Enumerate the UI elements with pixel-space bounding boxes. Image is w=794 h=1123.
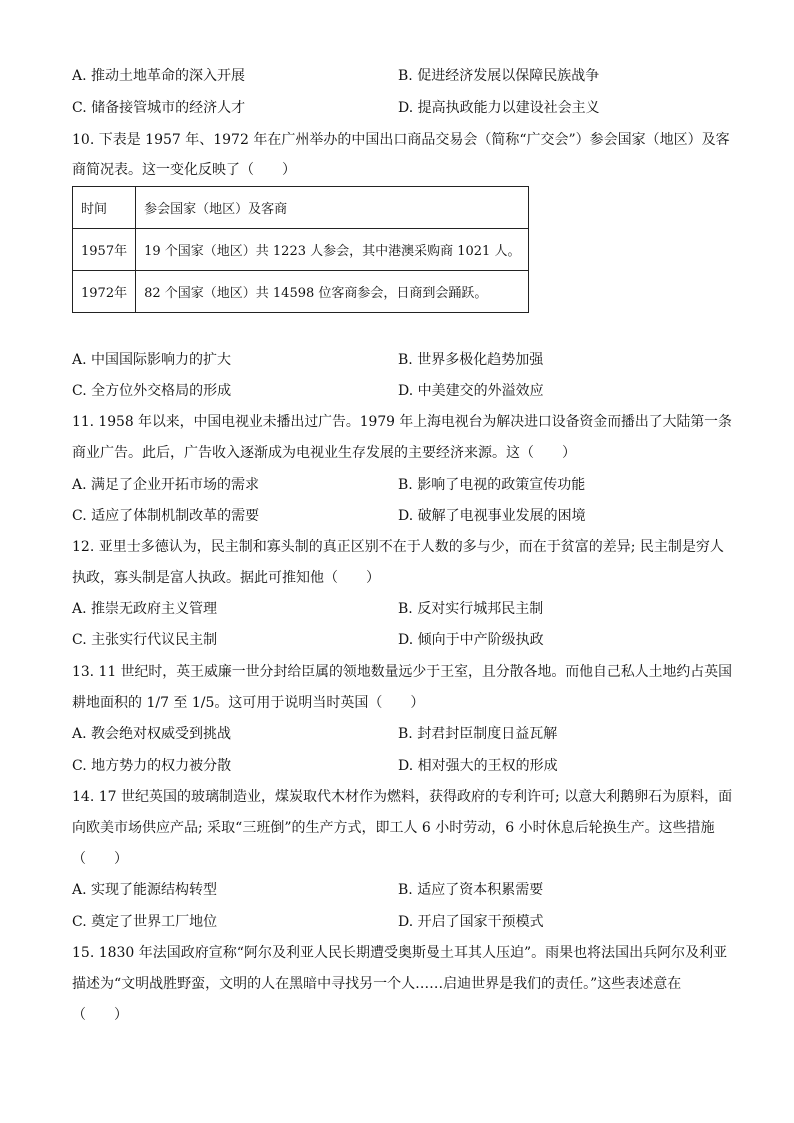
q13-stem-line-2: 耕地面积的 1/7 至 1/5。这可用于说明当时英国（ ）: [72, 695, 425, 711]
q12-option-b: B. 反对实行城邦民主制: [398, 601, 544, 617]
q12-option-c: C. 主张实行代议民主制: [72, 632, 218, 648]
table-row: [73, 229, 529, 271]
q12-stem-line-2: 执政，寡头制是富人执政。据此可推知他（ ）: [72, 570, 380, 586]
q10-option-a: A. 中国国际影响力的扩大: [72, 352, 232, 368]
q10-option-b: B. 世界多极化趋势加强: [398, 352, 544, 368]
q15-stem-line-1: 15. 1830 年法国政府宣称“阿尔及利亚人民长期遭受奥斯曼土耳其人压迫”。雨果也将法国出兵阿尔及利亚: [72, 945, 728, 961]
q10-option-c: C. 全方位外交格局的形成: [72, 383, 232, 399]
q9-option-a: A. 推动土地革命的深入开展: [72, 68, 246, 84]
table-row: [73, 271, 529, 313]
q9-option-d: D. 提高执政能力以建设社会主义: [398, 100, 600, 116]
q13-option-c: C. 地方势力的权力被分散: [72, 758, 232, 774]
q11-option-d: D. 破解了电视事业发展的困境: [398, 508, 586, 524]
q11-option-b: B. 影响了电视的政策宣传功能: [398, 477, 586, 493]
q14-option-b: B. 适应了资本积累需要: [398, 882, 544, 898]
q11-stem-line-2: 商业广告。此后，广告收入逐渐成为电视业生存发展的主要经济来源。这（ ）: [72, 445, 576, 461]
q14-stem-line-2: 向欧美市场供应产品; 采取“三班倒”的生产方式，即工人 6 小时劳动，6 小时休息后轮换生产。这些措施: [72, 820, 715, 836]
q14-option-c: C. 奠定了世界工厂地位: [72, 914, 218, 930]
q10-stem-line-2: 商简况表。这一变化反映了（ ）: [72, 162, 296, 178]
table-header-cell: 参会国家（地区）及客商: [136, 187, 529, 229]
q12-option-d: D. 倾向于中产阶级执政: [398, 632, 544, 648]
q11-stem-line-1: 11. 1958 年以来，中国电视业未播出过广告。1979 年上海电视台为解决进口设备资金而播出了大陆第一条: [72, 414, 732, 430]
q10-option-d: D. 中美建交的外溢效应: [398, 383, 544, 399]
table-header-row: [73, 187, 529, 229]
q13-option-b: B. 封君封臣制度日益瓦解: [398, 726, 558, 742]
q11-option-a: A. 满足了企业开拓市场的需求: [72, 477, 260, 493]
q13-option-a: A. 教会绝对权威受到挑战: [72, 726, 232, 742]
table-cell-content: 82 个国家（地区）共 14598 位客商参会，日商到会踊跃。: [136, 271, 529, 313]
table-cell-content: 19 个国家（地区）共 1223 人参会，其中港澳采购商 1021 人。: [136, 229, 529, 271]
q11-option-c: C. 适应了体制机制改革的需要: [72, 508, 260, 524]
q15-stem-line-3: （ ）: [72, 1007, 128, 1023]
q14-option-a: A. 实现了能源结构转型: [72, 882, 218, 898]
q10-stem-line-1: 10. 下表是 1957 年、1972 年在广州举办的中国出口商品交易会（简称“广交会”）参会国家（地区）及客: [72, 132, 730, 148]
q14-option-d: D. 开启了国家干预模式: [398, 914, 544, 930]
table-header-cell: 时间: [73, 187, 136, 229]
q9-option-b: B. 促进经济发展以保障民族战争: [398, 68, 600, 84]
table-cell-year: 1957年: [73, 229, 136, 271]
table-cell-year: 1972年: [73, 271, 136, 313]
q13-stem-line-1: 13. 11 世纪时，英王威廉一世分封给臣属的领地数量远少于王室，且分散各地。而他自己私人土地约占英国: [72, 664, 732, 680]
q15-stem-line-2: 描述为“文明战胜野蛮，文明的人在黑暗中寻找另一个人……启迪世界是我们的责任。”这些表述意在: [72, 976, 682, 992]
q14-stem-line-3: （ ）: [72, 851, 128, 867]
q12-option-a: A. 推崇无政府主义管理: [72, 601, 218, 617]
q10-table: [72, 186, 529, 313]
q12-stem-line-1: 12. 亚里士多德认为，民主制和寡头制的真正区别不在于人数的多与少，而在于贫富的差异; 民主制是穷人: [72, 539, 724, 555]
q9-option-c: C. 储备接管城市的经济人才: [72, 100, 246, 116]
q13-option-d: D. 相对强大的王权的形成: [398, 758, 558, 774]
q14-stem-line-1: 14. 17 世纪英国的玻璃制造业，煤炭取代木材作为燃料，获得政府的专利许可; 以意大利鹅卵石为原料，面: [72, 789, 733, 805]
